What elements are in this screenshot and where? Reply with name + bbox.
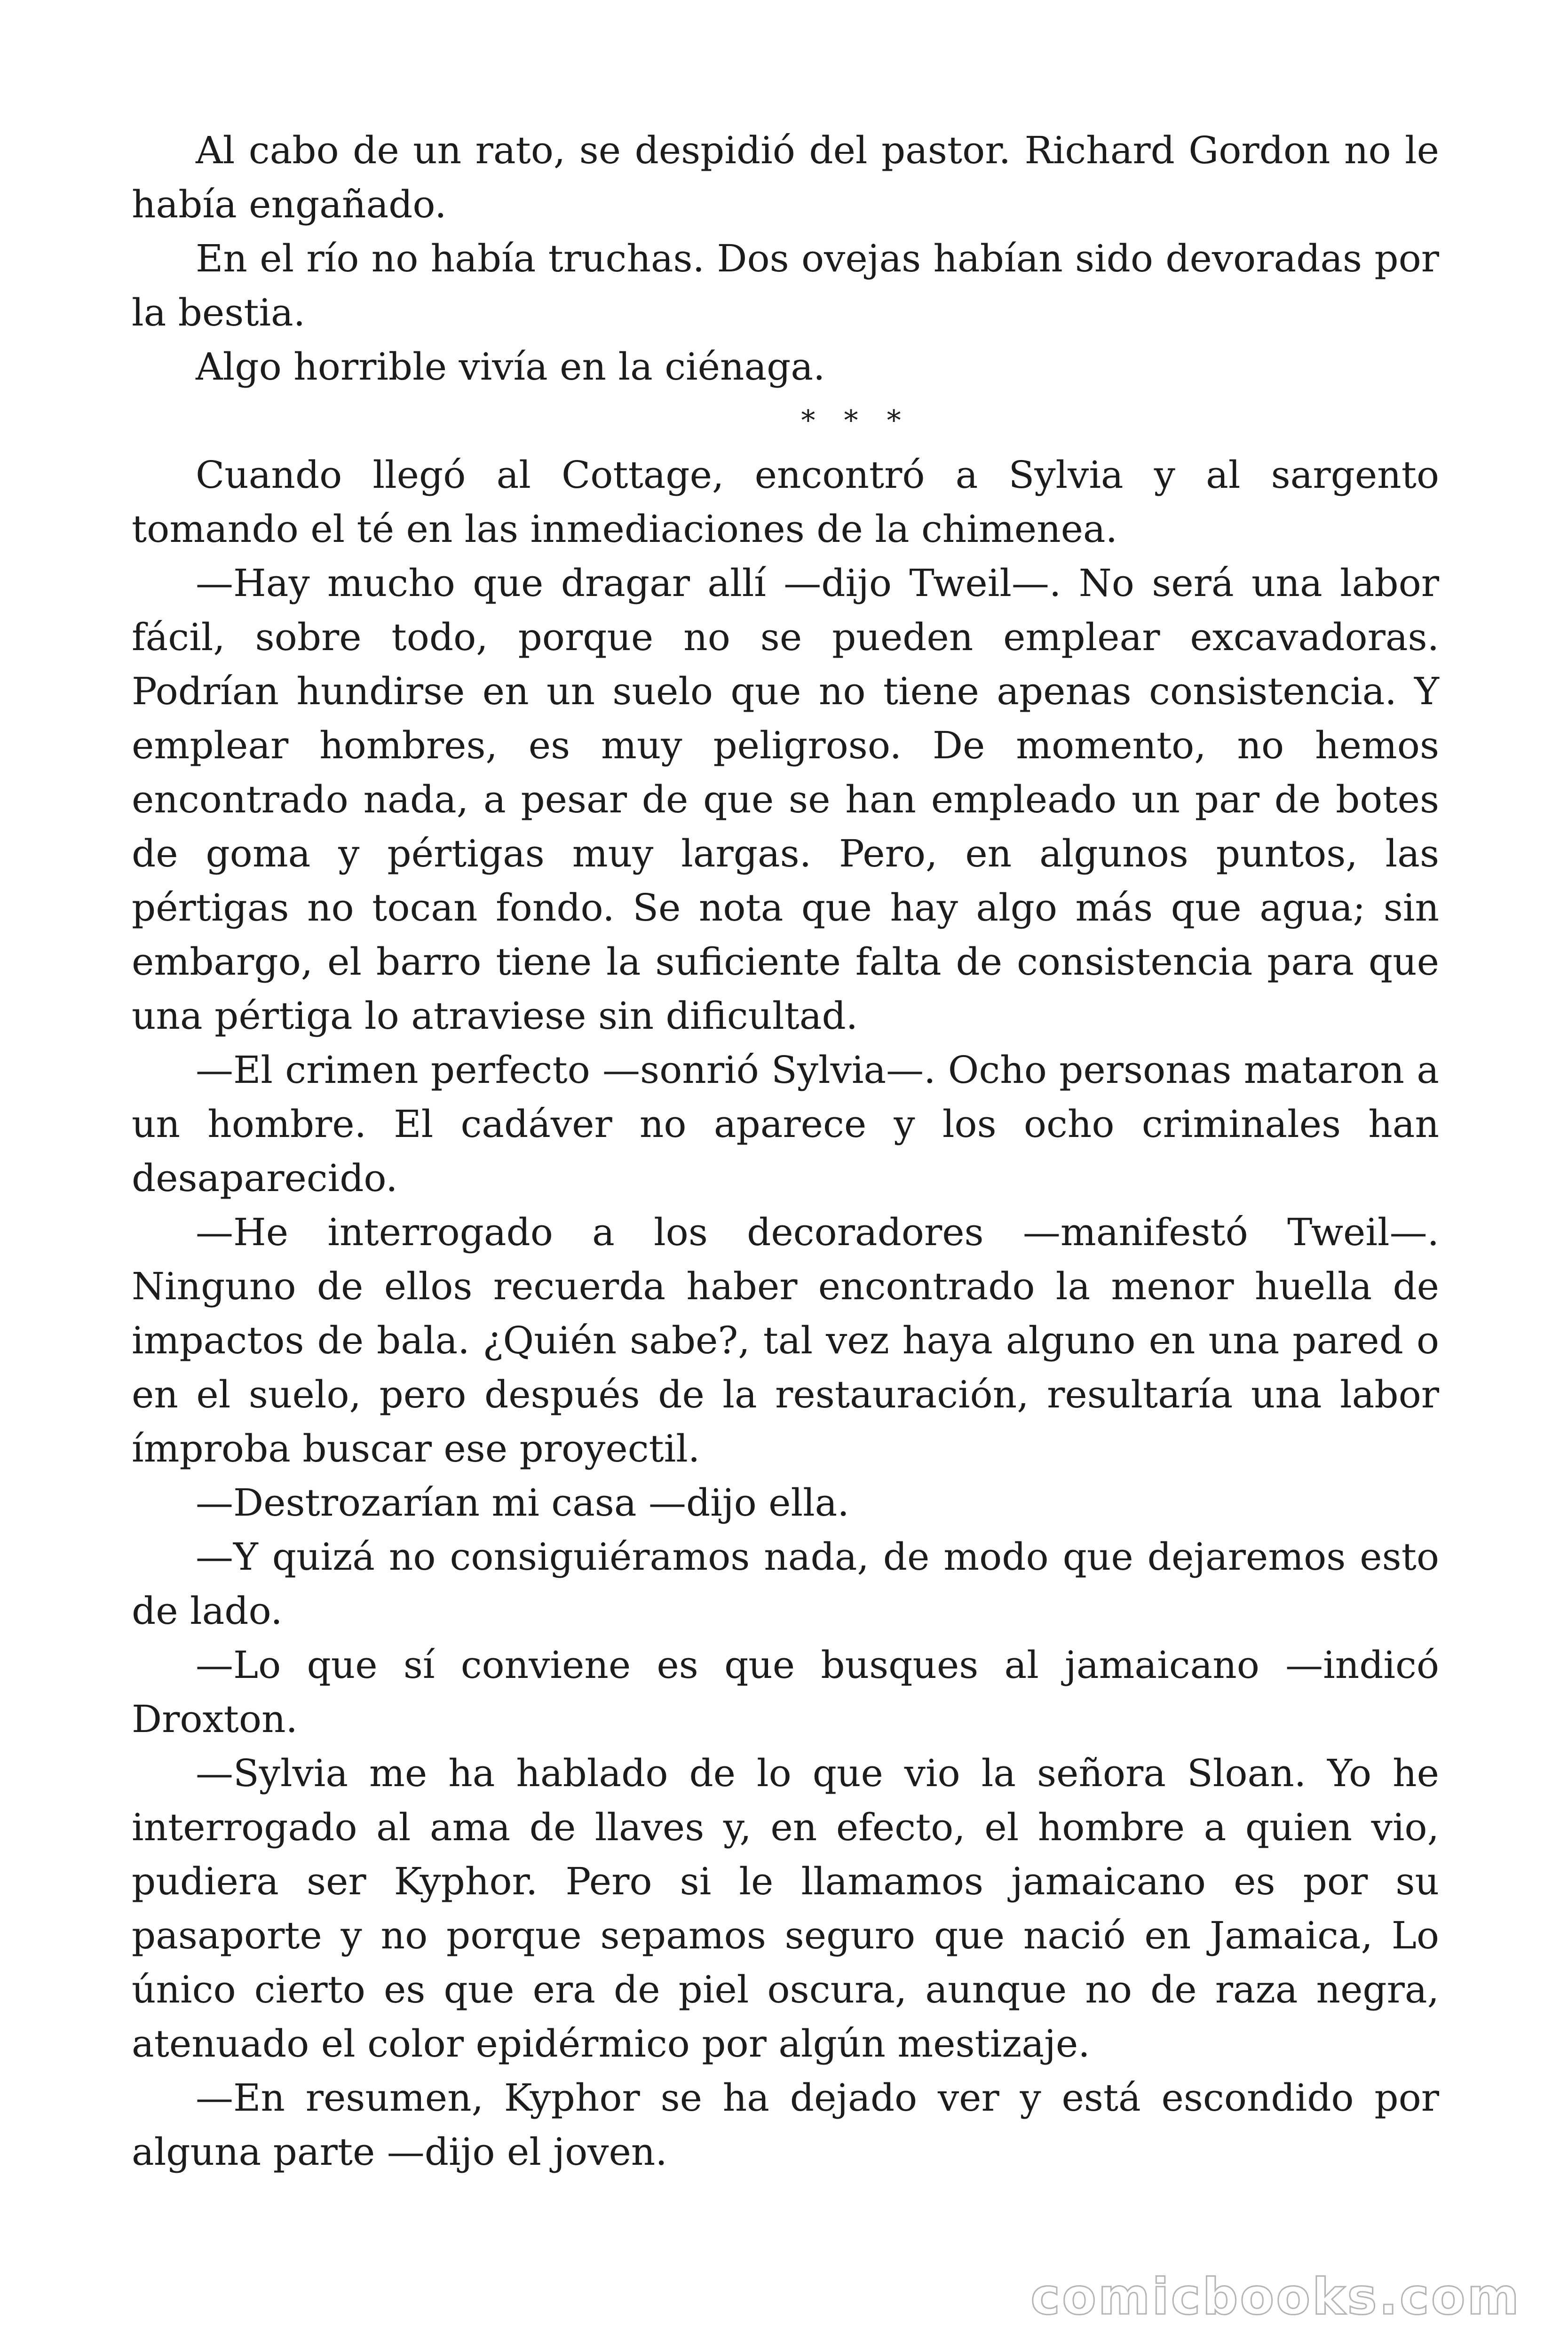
page-body: [132, 123, 1439, 2179]
paragraph: Cuando llegó al Cottage, encontró a Sylvia y al sargento tomando el té en las inmediaciones de la chimenea.: [132, 453, 1439, 551]
paragraph: —Destrozarían mi casa —dijo ella.: [196, 1481, 849, 1525]
site-watermark: comicbooks.com: [1030, 2268, 1521, 2326]
paragraph: —En resumen, Kyphor se ha dejado ver y está escondido por alguna parte —dijo el joven.: [132, 2076, 1439, 2174]
paragraph: En el río no había truchas. Dos ovejas habían sido devoradas por la bestia.: [132, 237, 1439, 334]
paragraph: Algo horrible vivía en la ciénaga.: [196, 345, 825, 389]
section-separator: * * *: [801, 404, 911, 437]
paragraph: —Lo que sí conviene es que busques al jamaicano —indicó Droxton.: [132, 1643, 1439, 1741]
paragraph: —Hay mucho que dragar allí —dijo Tweil—. No será una labor fácil, sobre todo, porque no se pueden emplear excavadoras. Podrían hundirse en un suelo que no tiene apenas consistencia. Y emplear hombres, es muy peligroso. De momento, no hemos encontrado nada, a pesar de que se han empleado un par de botes de goma y pértigas muy largas. Pero, en algunos puntos, las pértigas no tocan fondo. Se nota que hay algo más que agua; sin embargo, el barro tiene la suficiente falta de consistencia para que una pértiga lo atraviese sin dificultad.: [132, 561, 1439, 1038]
paragraph: —Y quizá no consiguiéramos nada, de modo que dejaremos esto de lado.: [132, 1535, 1439, 1633]
paragraph: Al cabo de un rato, se despidió del pastor. Richard Gordon no le había engañado.: [132, 128, 1439, 226]
paragraph: —Sylvia me ha hablado de lo que vio la señora Sloan. Yo he interrogado al ama de llaves y, en efecto, el hombre a quien vio, pudiera ser Kyphor. Pero si le llamamos jamaicano es por su pasaporte y no porque sepamos seguro que nació en Jamaica, Lo único cierto es que era de piel oscura, aunque no de raza negra, atenuado el color epidérmico por algún mestizaje.: [132, 1751, 1439, 2066]
paragraph: —El crimen perfecto —sonrió Sylvia—. Ocho personas mataron a un hombre. El cadáver no aparece y los ocho criminales han desaparecido.: [132, 1048, 1439, 1200]
paragraph: —He interrogado a los decoradores —manifestó Tweil—. Ninguno de ellos recuerda haber encontrado la menor huella de impactos de bala. ¿Quién sabe?, tal vez haya alguno en una pared o en el suelo, pero después de la restauración, resultaría una labor ímproba buscar ese proyectil.: [132, 1210, 1439, 1470]
